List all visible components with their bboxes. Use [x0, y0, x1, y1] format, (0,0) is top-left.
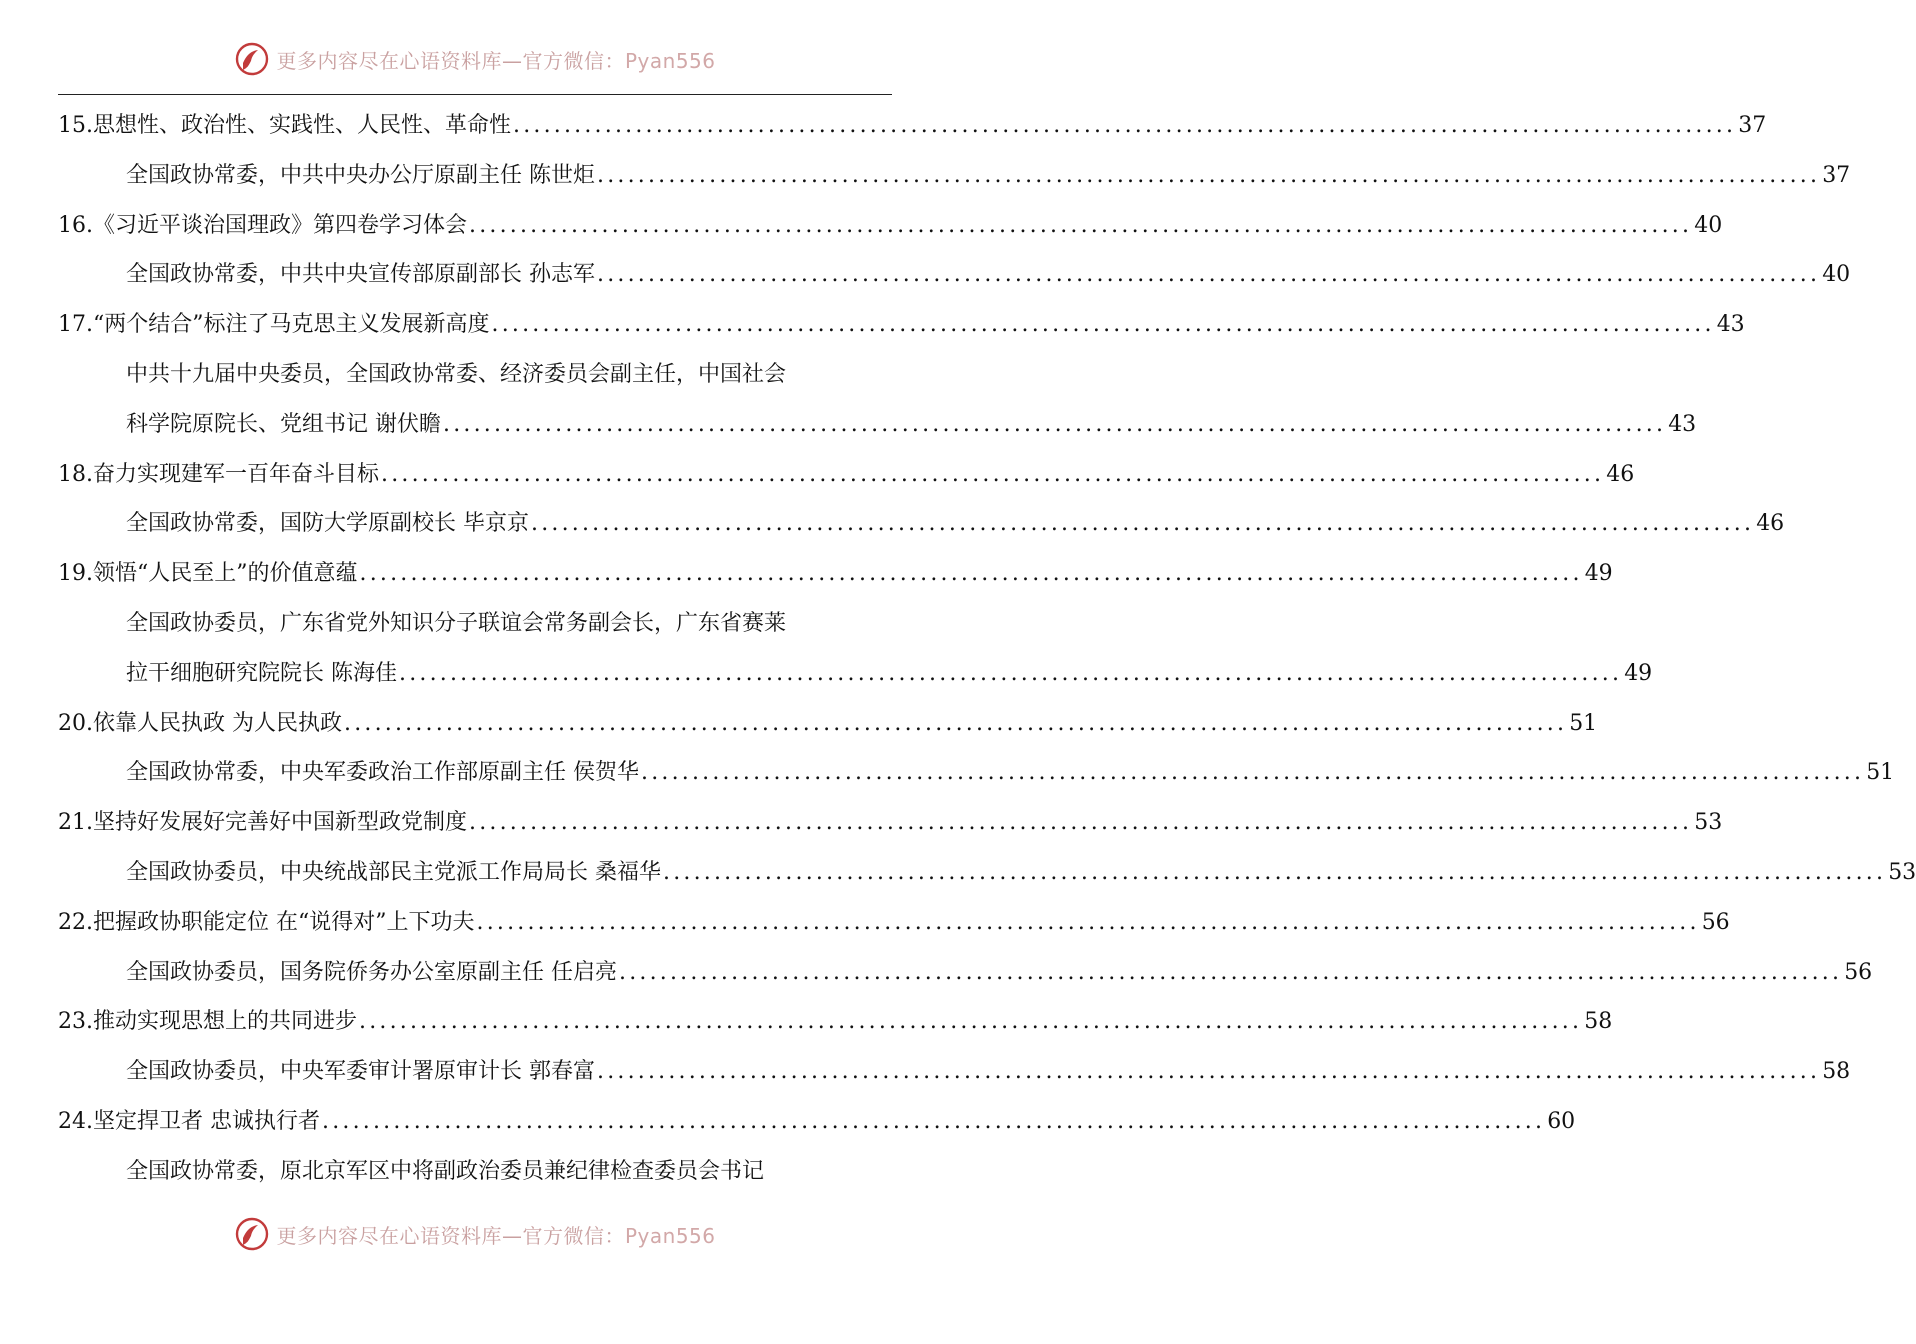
toc-entry-text: 全国政协常委，原北京军区中将副政治委员兼纪律检查委员会书记 [126, 1158, 765, 1184]
toc-entry-number: 23. [58, 1009, 93, 1035]
toc-entry-number: 20. [58, 710, 93, 736]
toc-entry-text: 依靠人民执政 为人民执政 [93, 710, 342, 736]
toc-leader-dots: ........................................................................................................................ [663, 859, 1887, 885]
toc-page-number: 46 [1756, 511, 1785, 537]
toc-leader-dots: ........................................................................................................................ [469, 810, 1693, 836]
toc-entry-author[interactable] [58, 499, 1785, 549]
toc-entry-text: 奋力实现建军一百年奋斗目标 [93, 461, 380, 487]
toc-page-number: 51 [1866, 760, 1895, 786]
toc-page-number: 58 [1822, 1059, 1851, 1085]
toc-page-number: 56 [1701, 909, 1730, 935]
toc-entry-text: 思想性、政治性、实践性、人民性、革命性 [93, 113, 512, 138]
toc-leader-dots: ........................................................................................................................ [359, 561, 1583, 587]
toc-page-number: 43 [1668, 411, 1697, 437]
toc-leader-dots: ........................................................................................................................ [597, 162, 1821, 188]
toc-page-number: 46 [1606, 461, 1635, 487]
toc-entry-text: 拉干细胞研究院院长 陈海佳 [126, 660, 397, 686]
toc-entry-author[interactable] [58, 848, 1916, 898]
toc-leader-dots: ........................................................................................................................ [491, 312, 1715, 338]
toc-entry-title[interactable] [58, 450, 1635, 500]
header-rule [58, 94, 892, 95]
toc-page-number: 40 [1694, 212, 1723, 238]
toc-leader-dots: ........................................................................................................................ [469, 212, 1693, 238]
brand-logo-icon [234, 41, 270, 77]
toc-page-number: 43 [1716, 312, 1745, 338]
toc-entry-author[interactable] [58, 400, 1697, 450]
toc-leader-dots: ........................................................................................................................ [381, 461, 1605, 487]
toc-entry-title[interactable] [58, 699, 1598, 749]
toc-page-number: 58 [1584, 1009, 1613, 1035]
toc-leader-dots: ........................................................................................................................ [641, 760, 1865, 786]
toc-entry-text: 把握政协职能定位 在“说得对”上下功夫 [93, 909, 475, 935]
toc-entry-number: 24. [58, 1108, 93, 1134]
toc-page-number: 40 [1822, 262, 1851, 288]
toc-entry-text: 全国政协常委，中共中央宣传部原副部长 孙志军 [126, 262, 595, 288]
toc-entry-text: 坚定捍卫者 忠诚执行者 [93, 1108, 320, 1134]
toc-entry-text: 全国政协常委，国防大学原副校长 毕京京 [126, 511, 529, 537]
header-banner [0, 37, 950, 81]
toc-page-number: 51 [1569, 710, 1598, 736]
toc-entry-author[interactable] [58, 350, 892, 400]
toc-leader-dots: ........................................................................................................................ [359, 1009, 1583, 1035]
toc-page-number: 49 [1624, 660, 1653, 686]
banner-text: 更多内容尽在心语资料库—官方微信：Pyan556 [276, 48, 716, 73]
toc-leader-dots: ........................................................................................................................ [322, 1108, 1546, 1134]
toc-leader-dots: ........................................................................................................................ [476, 909, 1700, 935]
toc-leader-dots: ........................................................................................................................ [513, 113, 1737, 138]
table-of-contents [58, 101, 1916, 1197]
toc-page-number: 37 [1822, 162, 1851, 188]
toc-entry-author[interactable] [58, 748, 1895, 798]
toc-entry-text: 全国政协委员，国务院侨务办公室原副主任 任启亮 [126, 959, 617, 985]
toc-entry-author[interactable] [58, 151, 1851, 201]
toc-leader-dots: ........................................................................................................................ [344, 710, 1568, 736]
toc-entry-text: 全国政协常委，中共中央办公厅原副主任 陈世炬 [126, 162, 595, 188]
toc-entry-title[interactable] [58, 798, 1723, 848]
banner-text: 更多内容尽在心语资料库—官方微信：Pyan556 [276, 1223, 716, 1248]
toc-entry-text: 《习近平谈治国理政》第四卷学习体会 [93, 212, 468, 238]
toc-entry-text: 领悟“人民至上”的价值意蕴 [93, 561, 358, 587]
toc-entry-text: 推动实现思想上的共同进步 [93, 1009, 358, 1035]
toc-leader-dots: ........................................................................................................................ [399, 660, 1623, 686]
toc-page-number: 56 [1844, 959, 1873, 985]
toc-leader-dots: ........................................................................................................................ [443, 411, 1667, 437]
toc-entry-author[interactable] [58, 250, 1851, 300]
toc-entry-text: “两个结合”标注了马克思主义发展新高度 [93, 312, 490, 338]
toc-entry-title[interactable] [58, 300, 1745, 350]
toc-page-number: 53 [1888, 859, 1916, 885]
toc-entry-number: 16. [58, 212, 93, 238]
toc-page-number: 53 [1694, 810, 1723, 836]
toc-leader-dots: ........................................................................................................................ [531, 511, 1755, 537]
toc-entry-text: 科学院原院长、党组书记 谢伏瞻 [126, 411, 441, 437]
toc-entry-text: 全国政协常委，中央军委政治工作部原副主任 侯贺华 [126, 760, 639, 786]
toc-entry-title[interactable] [58, 201, 1723, 251]
toc-page-number: 37 [1738, 113, 1767, 138]
toc-leader-dots: ........................................................................................................................ [597, 262, 1821, 288]
toc-entry-number: 19. [58, 561, 93, 587]
toc-entry-number: 21. [58, 810, 93, 836]
toc-entry-title[interactable] [58, 1097, 1576, 1147]
toc-entry-text: 中共十九届中央委员，全国政协常委、经济委员会副主任，中国社会 [126, 361, 787, 387]
toc-entry-title[interactable] [58, 997, 1613, 1047]
toc-entry-author[interactable] [58, 1147, 892, 1197]
toc-entry-text: 全国政协委员，中央统战部民主党派工作局局长 桑福华 [126, 859, 661, 885]
toc-entry-text: 全国政协委员，中央军委审计署原审计长 郭春富 [126, 1059, 595, 1085]
toc-entry-author[interactable] [58, 649, 1653, 699]
footer-banner [0, 1212, 950, 1256]
toc-entry-number: 22. [58, 909, 93, 935]
toc-page-number: 49 [1584, 561, 1613, 587]
toc-entry-author[interactable] [58, 1047, 1851, 1097]
toc-entry-title[interactable] [58, 101, 1767, 151]
brand-logo-icon [234, 1216, 270, 1252]
toc-entry-number: 17. [58, 312, 93, 338]
toc-entry-author[interactable] [58, 948, 1873, 998]
toc-entry-number: 18. [58, 461, 93, 487]
toc-page-number: 60 [1547, 1108, 1576, 1134]
toc-entry-author[interactable] [58, 599, 892, 649]
toc-entry-number: 15. [58, 113, 93, 138]
toc-entry-text: 全国政协委员，广东省党外知识分子联谊会常务副会长，广东省赛莱 [126, 610, 787, 636]
toc-entry-text: 坚持好发展好完善好中国新型政党制度 [93, 810, 468, 836]
toc-leader-dots: ........................................................................................................................ [619, 959, 1843, 985]
toc-entry-title[interactable] [58, 898, 1730, 948]
toc-entry-title[interactable] [58, 549, 1613, 599]
toc-leader-dots: ........................................................................................................................ [597, 1059, 1821, 1085]
